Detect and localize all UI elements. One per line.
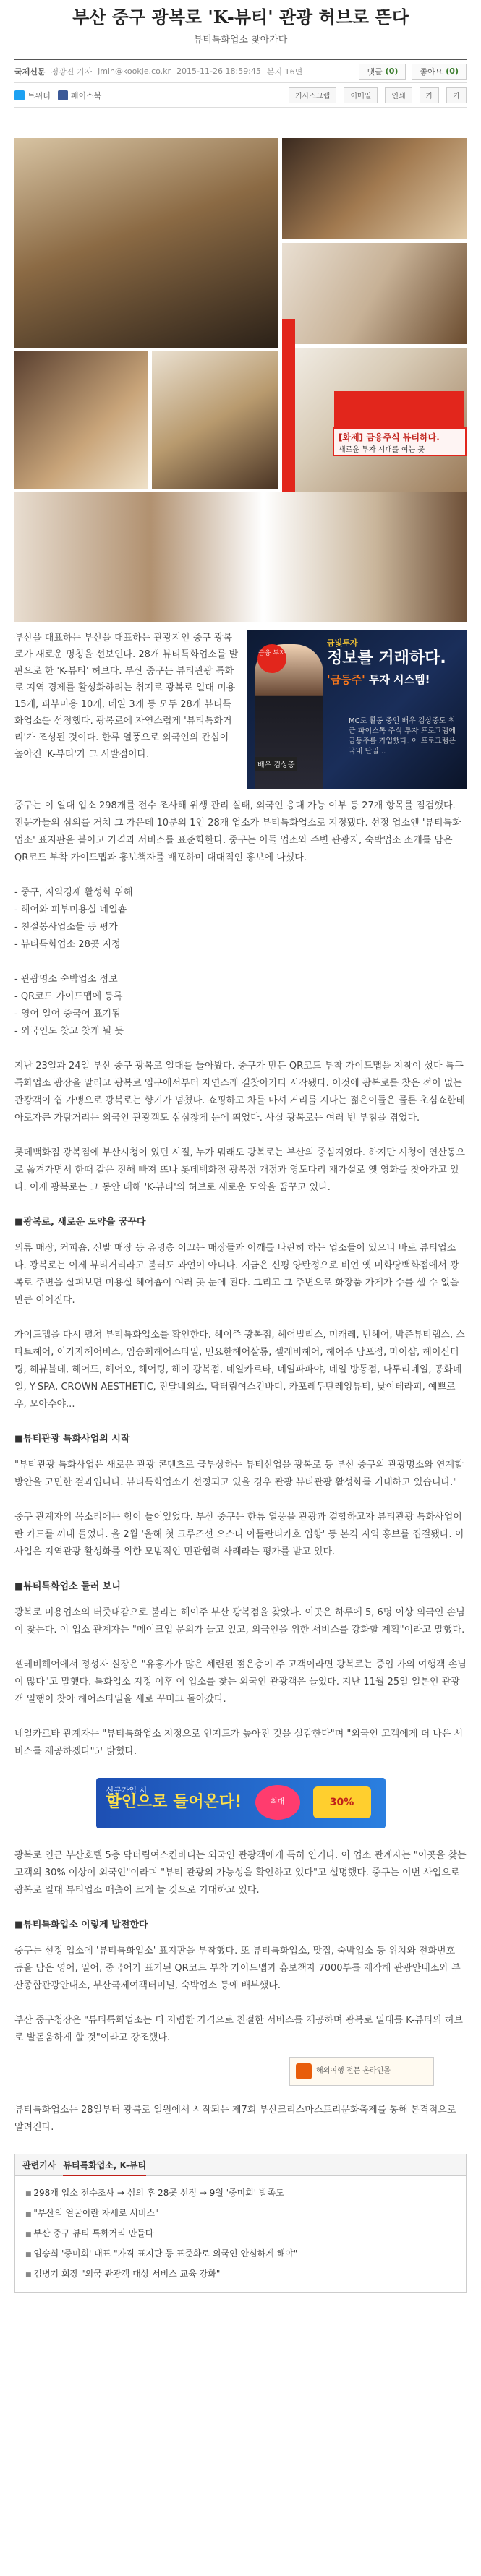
facebook-button[interactable] — [58, 90, 102, 101]
related-label: 관련기사 — [22, 2160, 56, 2170]
inline-ad-big: 할인으로 들어온다! — [106, 1793, 242, 1811]
ad-line2: '금등주' — [327, 673, 365, 686]
photo-collage — [14, 138, 467, 622]
inline-ad-circle: 최대 — [255, 1785, 300, 1820]
photo-salon-chairs — [14, 351, 148, 489]
related-item[interactable]: ■ 김병기 회장 "외국 관광객 대상 서비스 교육 강화" — [25, 2264, 456, 2285]
section-heading: ■뷰티관광 특화사업의 시작 — [14, 1434, 130, 1445]
paragraph: 광복로 인근 부산호텔 5층 닥터림여스킨바디는 외국인 관광객에게 특히 인기다. 이 업소 관계자는 "이곳을 찾는 고객의 30% 이상이 외국인"이라며 "뷰티 관광의 가능성을 확인하고 있다"고 설명했다. 중구는 이번 사업으로 광복로 일대 뷰티업소 매출이 크게 늘 것으로 기대하고 있다. — [14, 1850, 467, 1896]
paragraph: 셀레비헤어에서 정성자 실장은 "유홍가가 많은 세련된 젊은층이 주 고객이라면 광복로는 중입 가의 여행객 손님이 많다"고 말했다. 특화업소 지정 이후 이 업소를 찾는 외국인 관광객은 늘었다. 지난 11월 25일 일본인 관광객 일행이 찾아 헤어스타일을 새로 꾸미고 돌아갔다. — [14, 1659, 467, 1705]
photo-salon-interior — [14, 138, 278, 348]
paragraph: 의류 매장, 커피숍, 신발 매장 등 유명층 이끄는 매장들과 어깨를 나란히 하는 업소들이 있으니 바로 뷰티업소다. 광복로는 이제 뷰티거리라고 불러도 과언이 아니다. 지금은 신평 양탄정으로 비언 옛 미화당백화점에서 광복로 주변을 살펴보면 미용실 헤어숍이 여러 곳 눈에 된다. 그리고 그 주변으로 화장품 가게가 수를 셀 수 없을 만큼 이어진다. — [14, 1243, 459, 1306]
photo-ribbon — [282, 319, 295, 492]
print-label: 인쇄 — [391, 93, 406, 100]
summary-item: - 영어 일어 중국어 표기됨 — [14, 1009, 121, 1019]
related-articles — [14, 2154, 467, 2293]
summary-item: - 관광명소 숙박업소 정보 — [14, 974, 118, 985]
ad-line3: 투자 시스템! — [368, 673, 430, 686]
scrap-button[interactable] — [289, 87, 336, 103]
reporter-email[interactable]: jmin@kookje.co.kr — [98, 67, 171, 76]
ad-tag: 금빛투자 — [327, 638, 358, 648]
photo-massage — [282, 243, 467, 344]
paragraph: 광복로 미용업소의 터줏대감으로 불리는 헤이주 부산 광복점을 찾았다. 이곳은 하루에 5, 6명 이상 외국인 손님이 찾는다. 이 업소 관계자는 "메이크업 문의가 늘고 있고, 외국인을 위한 서비스를 강화할 계획"이라고 말했다. — [14, 1607, 465, 1635]
summary-item: - 헤어와 피부미용실 네일숍 — [14, 904, 127, 915]
subhead: 뷰티특화업소 찾아가다 — [193, 35, 288, 46]
section-heading: ■광복로, 새로운 도약을 꿈꾸다 — [14, 1217, 146, 1228]
facebook-icon — [58, 90, 68, 100]
photo-caption-title: [화제] 금융주식 뷰티하다. — [339, 432, 440, 442]
summary-item: - 외국인도 찾고 찾게 될 듯 — [14, 1026, 124, 1037]
related-item[interactable]: ■ 임승희 '중미회' 대표 "가격 표지판 등 표준화로 외국인 안심하게 해야" — [25, 2244, 456, 2264]
inline-advertisement[interactable] — [96, 1778, 386, 1828]
summary-item: - QR코드 가이드맵에 등록 — [14, 991, 123, 1002]
published-date: 2015-11-26 18:59:45 — [176, 67, 261, 76]
paragraph: 부산 중구청장은 "뷰티특화업소는 더 저렴한 가격으로 친절한 서비스를 제공하며 광복로 일대를 K-뷰티의 허브로 발돋움하게 할 것"이라고 강조했다. — [14, 2015, 463, 2043]
ad-description: MC로 활동 중인 배우 김상중도 최근 파이스톡 주식 투자 프로그램에 금등주를 가입했다. 이 프로그램은 국내 단일... — [349, 717, 456, 756]
headline: 부산 중구 광복로 'K-뷰티' 관광 허브로 뜬다 — [72, 7, 409, 27]
lead-paragraph: 부산을 대표하는 부산을 대표하는 관광지인 중구 광복로가 새로운 명칭을 선보인다. 28개 뷰티특화업소를 발판으로 한 'K-뷰티' 허브다. 부산 중구는 뷰티관광 특화로 지역 경제를 활성화하려는 취지로 광복로 일대 미용 15개, 피부미용 10개, 네일 3개 등 모두 28개 뷰티특화업소를 선정했다. 광복로에 자연스럽게 '뷰티특화거리'가 조성된 것이다. 한류 열풍으로 외국인의 관심이 높아진 'K-뷰티'가 그 시발점이다. — [14, 633, 239, 760]
related-header — [15, 2154, 466, 2176]
summary-list-1 — [14, 884, 467, 954]
ad-person-name: 배우 김상중 — [255, 757, 297, 771]
lead-ad-row — [14, 630, 467, 789]
paragraph: 중구 관계자의 목소리에는 힘이 들어있었다. 부산 중구는 한류 열풍을 관광과 결합하고자 뷰티관광 특화사업이란 카드를 꺼내 들었다. 올 2월 '올해 첫 크루즈선 오스타 아틀란티카호 입항' 등 본격 지역 홍보를 집결됐다. 이 사업은 지역관광 활성화를 위한 모범적인 민관협력 사례라는 평가를 받고 있다. — [14, 1512, 464, 1557]
related-item[interactable]: ■ "부산의 얼굴이란 자세로 서비스" — [25, 2204, 456, 2224]
small-ad-text: 해외여행 전문 온라인몰 — [316, 2067, 391, 2075]
summary-item: - 중구, 지역경제 활성화 위해 — [14, 887, 133, 898]
inline-ad-pill: 30% — [313, 1786, 371, 1818]
paragraph: "뷰티관광 특화사업은 새로운 관광 콘텐츠로 급부상하는 뷰티산업을 광복로 등 부산 중구의 관광명소와 연계할 방안을 고민한 결과입니다. 뷰티특화업소가 선정되고 있을 경우 관광 뷰티관광 활성화를 기대하고 있습니다." — [14, 1460, 464, 1488]
photo-salon-wide — [14, 492, 467, 622]
related-item[interactable]: ■ 298개 업소 전수조사 → 심의 후 28곳 선정 → 9월 '중미회' 발족도 — [25, 2183, 456, 2204]
summary-item: - 친절봉사업소들 등 평가 — [14, 922, 118, 933]
photo-salon-stations — [282, 138, 467, 239]
like-button[interactable] — [412, 64, 467, 80]
title-area — [14, 0, 467, 46]
side-advertisement[interactable] — [247, 630, 467, 789]
small-advertisement[interactable] — [289, 2057, 434, 2086]
ad-line2-wrap — [327, 672, 430, 687]
font-increase-button[interactable] — [446, 87, 467, 103]
scrap-label: 기사스크랩 — [295, 93, 331, 100]
article-body — [14, 797, 467, 2136]
related-list — [15, 2176, 466, 2292]
email-button[interactable] — [344, 87, 378, 103]
reporter[interactable]: 정광진 기자 — [51, 67, 93, 77]
share-bar — [14, 83, 467, 108]
font-decrease-label: 가 — [425, 93, 433, 100]
paragraph: 네일카르타 관계자는 "뷰티특화업소 지정으로 인지도가 높아진 것을 실감한다"며 "외국인 고객에게 더 나은 서비스를 제공하겠다"고 밝혔다. — [14, 1729, 464, 1757]
email-label: 이메일 — [350, 93, 372, 100]
twitter-button[interactable] — [14, 90, 51, 101]
twitter-label: 트위터 — [27, 90, 51, 100]
comment-count: (0) — [385, 67, 399, 76]
meta-bar — [14, 59, 467, 83]
ad-line1: 정보를 거래하다. — [327, 649, 446, 667]
inline-ad-small: 신규가입 시 — [106, 1786, 148, 1795]
paragraph: 뷰티특화업소는 28일부터 광복로 일원에서 시작되는 제7회 부산크리스마스트리문화축제를 통해 본격적으로 알려진다. — [14, 2105, 456, 2133]
photo-salon-room — [152, 351, 278, 489]
comment-button[interactable] — [359, 64, 406, 80]
photo-caption-sub: 새로운 투자 시대를 여는 곳 — [339, 446, 425, 454]
ad-badge: 금융 투자 — [257, 644, 286, 673]
print-button[interactable] — [385, 87, 412, 103]
facebook-label: 페이스북 — [70, 90, 102, 100]
related-tag[interactable]: 뷰티특화업소, K-뷰티 — [63, 2154, 146, 2176]
font-increase-label: 가 — [453, 93, 460, 100]
summary-item: - 뷰티특화업소 28곳 지정 — [14, 939, 121, 950]
twitter-icon — [14, 90, 25, 100]
paragraph: 중구는 선정 업소에 '뷰티특화업소' 표지판을 부착했다. 또 뷰티특화업소, 맛집, 숙박업소 등 위치와 전화번호 등을 담은 영어, 일어, 중국어가 표기된 QR코드 부착 가이드맵과 홍보책자 7000부를 제작해 관광안내소와 부산종합관광안내소, 부산국제여객터미널, 숙박업소 등에 배부했다. — [14, 1946, 461, 1991]
summary-list-2 — [14, 971, 467, 1040]
print-info: 본지 16면 — [266, 67, 303, 77]
section-label: 국제신문 — [14, 67, 46, 77]
font-decrease-button[interactable] — [420, 87, 440, 103]
photo-caption-box — [333, 427, 467, 456]
related-item[interactable]: ■ 부산 중구 뷰티 특화거리 만들다 — [25, 2224, 456, 2244]
section-heading: ■뷰티특화업소 둘러 보니 — [14, 1581, 121, 1592]
paragraph: 지난 23일과 24일 부산 중구 광복로 일대를 둘아봤다. 중구가 만든 QR코드 부착 가이드맵을 지참이 섰다 특구특화업소 광장을 알리고 광복로 입구에서부터 자연스레 길찾아가다 시작됐다. 이것에 광복로를 찾은 적이 없는 관광객이 쉽 가맹으로 광복로는 향기가 넘쳤다. 쇼핑하고 차를 마셔 거리를 지나는 젊은이들은 물론 초심쇼한테 아로자큰 가탐거리는 외국인 관광객도 심심찮게 눈에 띄었다. 사실 광복로는 여러 번 부침을 겪었다. — [14, 1061, 465, 1124]
like-label: 좋아요 — [420, 67, 443, 77]
section-heading: ■뷰티특화업소 이렇게 발전한다 — [14, 1920, 148, 1930]
paragraph: 가이드맵을 다시 펼쳐 뷰티특화업소를 확인한다. 헤이주 광복점, 헤어빌리스, 미캐레, 빈헤어, 박준뷰티랩스, 스타트헤어, 이가자헤어비스, 임승희헤어스타일, 민요한헤어살롱, 셀레비헤어, 헤어주 남포점, 마이샵, 헤이신터팅, 헤뷰블데, 헤어드, 헤어오, 헤어링, 헤이 광복점, 네일카르타, 네일파파야, 네일 방통점, 나투리네일, 공화네일, Y-SPA, CROWN AESTHETIC, 진달네외소, 닥터림여스킨바디, 카포레두탄레잉뷰티, 낮이테라피, 예쁘로우, 모아수야... — [14, 1330, 465, 1410]
travel-icon — [296, 2063, 312, 2079]
comment-label: 댓글 — [367, 67, 383, 77]
paragraph: 중구는 이 일대 업소 298개를 전수 조사해 위생 관리 실태, 외국인 응대 가능 여부 등 27개 항목를 점검했다. 전문가들의 심의를 거쳐 그 가운데 10분의 1인 28개 업소가 뷰티특화업소로 지정됐다. 선정 업소엔 '뷰티특화업소' 표지판을 붙이고 가격과 서비스를 표준화한다. 중구는 이들 업소와 주변 관광지, 숙박업소 소개를 담은 QR코드 부착 가이드맵과 홍보책자를 배포하며 대대적인 홍보에 나섰다. — [14, 800, 461, 863]
paragraph: 롯데백화점 광복점에 부산시청이 있던 시절, 누가 뭐래도 광복로는 부산의 중심지였다. 하지만 시청이 연산동으로 옮겨가면서 한때 갈은 진해 빠져 뜨나 롯데백화점 광복점 개점과 영도다리 재가설로 옛 영화를 찾아가고 있다. 이제 광복로는 그 동안 태해 'K-뷰티'의 허브로 새로운 도약을 꿈꾸고 있다. — [14, 1147, 465, 1193]
like-count: (0) — [446, 67, 459, 76]
